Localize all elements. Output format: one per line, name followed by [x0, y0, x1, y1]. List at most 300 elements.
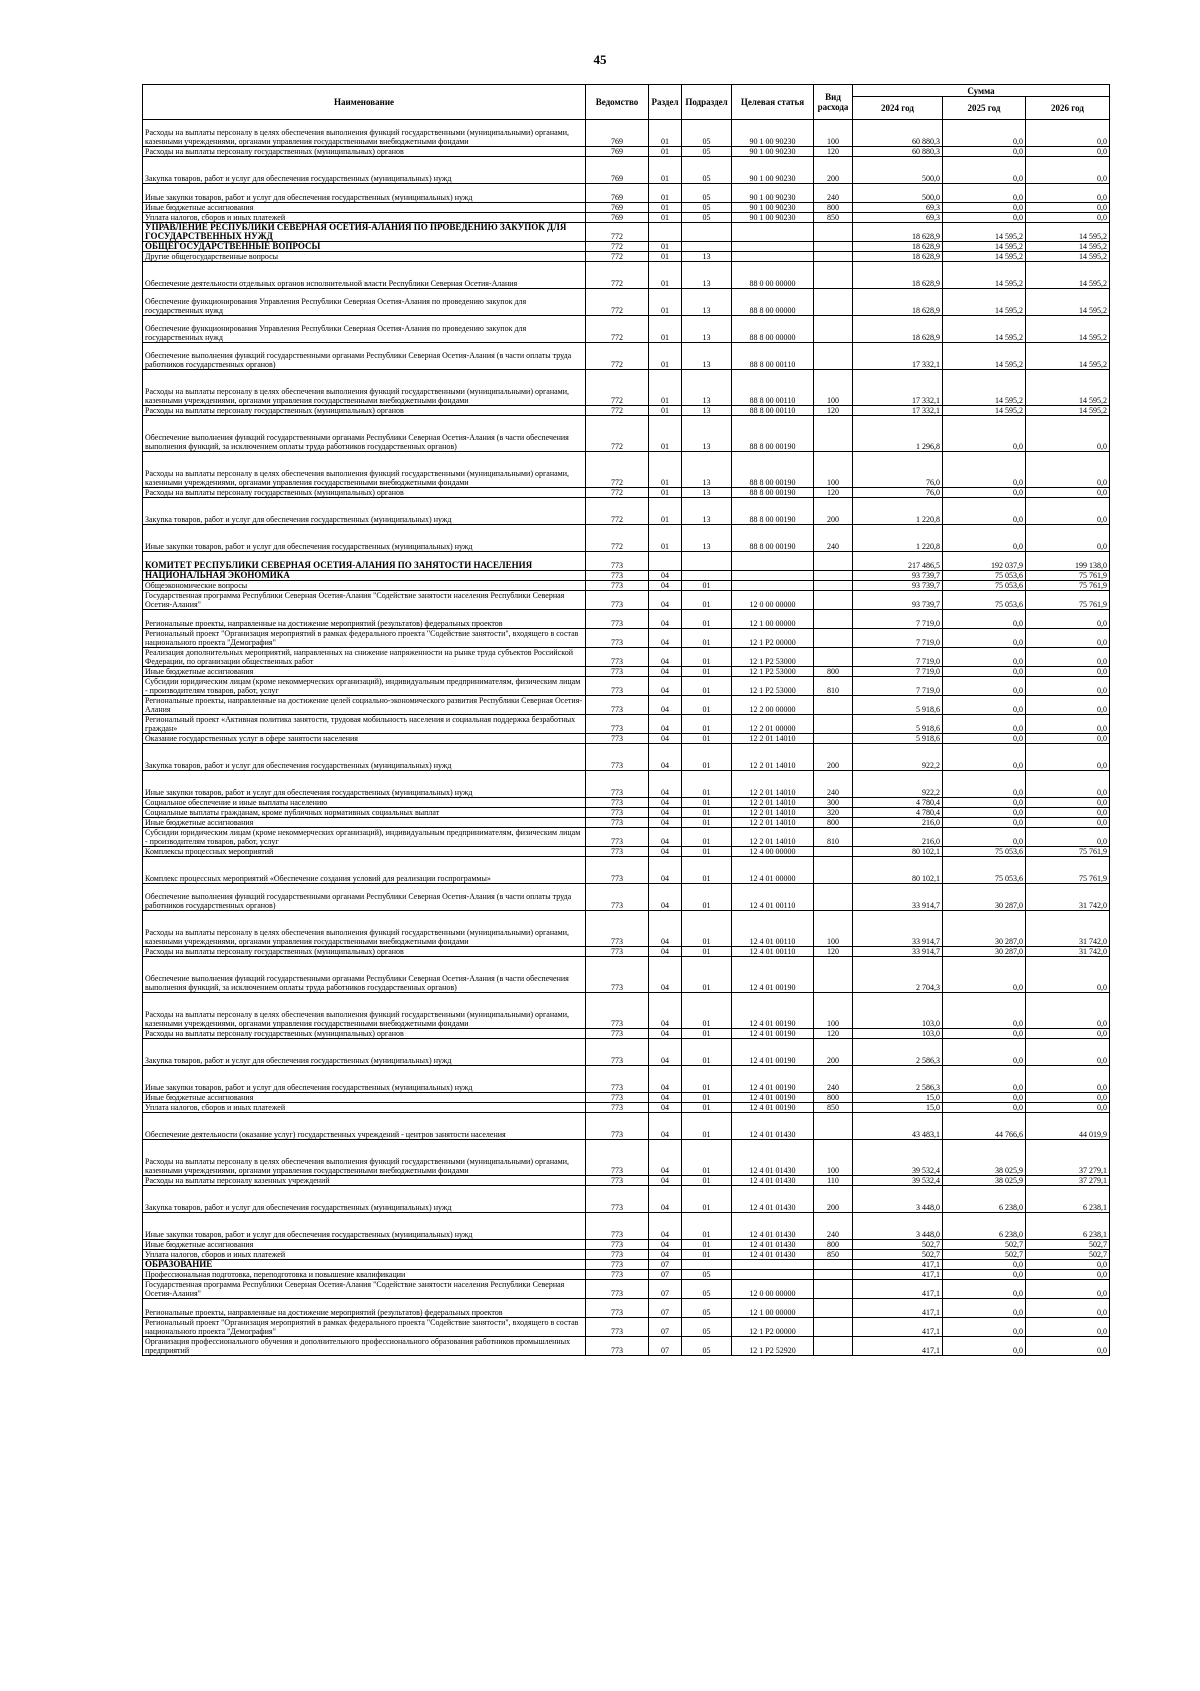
- row-2024: 103,0: [853, 1029, 943, 1039]
- row-vedomstvo: 773: [586, 1260, 649, 1270]
- row-vedomstvo: 772: [586, 262, 649, 289]
- table-row: [143, 343, 1110, 370]
- row-vedomstvo: 773: [586, 818, 649, 828]
- row-name: Обеспечение функционирования Управления Республики Северная Осетия-Алания по проведению закупок для государственных нужд: [143, 316, 586, 343]
- row-celevaya: 12 4 01 00190: [732, 1039, 814, 1066]
- row-vedomstvo: 773: [586, 1093, 649, 1103]
- row-name: Региональные проекты, направленные на достижение мероприятий (результатов) федеральных проектов: [143, 610, 586, 629]
- row-razdel: 01: [649, 498, 682, 525]
- row-razdel: 01: [649, 488, 682, 498]
- row-celevaya: [732, 242, 814, 252]
- row-2024: 2 586,3: [853, 1039, 943, 1066]
- table-row: [143, 223, 1110, 242]
- row-2025: 75 053,6: [943, 591, 1026, 610]
- row-razdel: 04: [649, 1250, 682, 1260]
- row-vid: [814, 552, 853, 571]
- row-2024: 217 486,5: [853, 552, 943, 571]
- row-2025: 0,0: [943, 1337, 1026, 1356]
- row-vid: [814, 262, 853, 289]
- table-row: [143, 525, 1110, 552]
- row-2025: 0,0: [943, 1280, 1026, 1299]
- row-razdel: 04: [649, 1113, 682, 1140]
- row-2026: 502,7: [1026, 1240, 1110, 1250]
- row-vid: [814, 581, 853, 591]
- row-name: Расходы на выплаты персоналу государственных (муниципальных) органов: [143, 406, 586, 416]
- row-name: Расходы на выплаты персоналу государственных (муниципальных) органов: [143, 488, 586, 498]
- table-row: [143, 289, 1110, 316]
- row-2025: 0,0: [943, 648, 1026, 667]
- table-row: [143, 993, 1110, 1029]
- table-row: [143, 1213, 1110, 1240]
- row-vedomstvo: 772: [586, 316, 649, 343]
- row-podrazdel: 01: [682, 847, 732, 857]
- row-2025: 38 025,9: [943, 1176, 1026, 1186]
- row-celevaya: 12 2 01 14010: [732, 798, 814, 808]
- row-vedomstvo: 773: [586, 993, 649, 1029]
- row-vedomstvo: 773: [586, 677, 649, 696]
- row-2025: 0,0: [943, 1318, 1026, 1337]
- table-row: [143, 252, 1110, 262]
- row-vedomstvo: 773: [586, 771, 649, 798]
- row-2025: 0,0: [943, 416, 1026, 452]
- row-name: Обеспечение выполнения функций государственными органами Республики Северная Осетия-Алания (в части обеспечения выполнения функций, за исключением оплаты труда работников государственных органов): [143, 957, 586, 993]
- row-vedomstvo: 773: [586, 1270, 649, 1280]
- row-vid: 120: [814, 1029, 853, 1039]
- row-2026: 0,0: [1026, 416, 1110, 452]
- row-2025: 14 595,2: [943, 242, 1026, 252]
- row-name: Иные закупки товаров, работ и услуг для обеспечения государственных (муниципальных) нужд: [143, 1066, 586, 1093]
- row-name: Расходы на выплаты персоналу в целях обеспечения выполнения функций государственными (муниципальными) органами, казенными учреждениями, органами управления государственными внебюджетными фондами: [143, 370, 586, 406]
- row-2025: 75 053,6: [943, 857, 1026, 884]
- row-2026: 0,0: [1026, 818, 1110, 828]
- row-vedomstvo: 772: [586, 525, 649, 552]
- row-2025: 0,0: [943, 828, 1026, 847]
- row-2024: 216,0: [853, 828, 943, 847]
- row-vid: 240: [814, 184, 853, 203]
- table-row: [143, 416, 1110, 452]
- row-celevaya: 88 8 00 00000: [732, 316, 814, 343]
- row-vid: [814, 715, 853, 734]
- row-celevaya: 88 8 00 00110: [732, 370, 814, 406]
- table-row: [143, 370, 1110, 406]
- row-celevaya: 12 4 01 00190: [732, 957, 814, 993]
- row-vedomstvo: 773: [586, 715, 649, 734]
- row-vid: 240: [814, 525, 853, 552]
- table-row: [143, 1240, 1110, 1250]
- row-celevaya: 12 1 P2 52920: [732, 1337, 814, 1356]
- row-podrazdel: 05: [682, 213, 732, 223]
- row-celevaya: 12 4 01 01430: [732, 1176, 814, 1186]
- row-2024: 15,0: [853, 1103, 943, 1113]
- row-vid: 240: [814, 1066, 853, 1093]
- row-2026: 31 742,0: [1026, 884, 1110, 911]
- row-vid: [814, 571, 853, 581]
- row-vid: 200: [814, 157, 853, 184]
- row-razdel: 01: [649, 370, 682, 406]
- row-razdel: 07: [649, 1280, 682, 1299]
- row-vedomstvo: 773: [586, 571, 649, 581]
- row-2024: 18 628,9: [853, 242, 943, 252]
- row-razdel: 01: [649, 262, 682, 289]
- row-2026: 0,0: [1026, 452, 1110, 488]
- table-body: [143, 120, 1110, 1356]
- row-vid: 240: [814, 771, 853, 798]
- row-name: Обеспечение деятельности отдельных органов исполнительной власти Республики Северная Осетия-Алания: [143, 262, 586, 289]
- header-celevaya: Целевая статья: [732, 85, 814, 120]
- row-podrazdel: 01: [682, 957, 732, 993]
- row-celevaya: 90 1 00 90230: [732, 120, 814, 147]
- row-2024: 103,0: [853, 993, 943, 1029]
- table-row: [143, 771, 1110, 798]
- row-2024: 922,2: [853, 744, 943, 771]
- row-name: Расходы на выплаты персоналу в целях обеспечения выполнения функций государственными (муниципальными) органами, казенными учреждениями, органами управления государственными внебюджетными фондами: [143, 120, 586, 147]
- row-name: Государственная программа Республики Северная Осетия-Алания "Содействие занятости населения Республики Северная Осетия-Алания": [143, 591, 586, 610]
- row-vedomstvo: 773: [586, 1140, 649, 1176]
- row-celevaya: 12 4 01 01430: [732, 1113, 814, 1140]
- row-2025: 0,0: [943, 1093, 1026, 1103]
- row-podrazdel: 05: [682, 184, 732, 203]
- row-vid: [814, 857, 853, 884]
- table-row: [143, 911, 1110, 947]
- header-name: Наименование: [143, 85, 586, 120]
- row-celevaya: 12 4 01 00110: [732, 884, 814, 911]
- row-2024: 60 880,3: [853, 120, 943, 147]
- row-razdel: 04: [649, 734, 682, 744]
- row-2026: 0,0: [1026, 798, 1110, 808]
- row-vedomstvo: 769: [586, 120, 649, 147]
- row-name: Обеспечение деятельности (оказание услуг) государственных учреждений - центров занятости населения: [143, 1113, 586, 1140]
- row-vid: 800: [814, 667, 853, 677]
- row-podrazdel: [682, 571, 732, 581]
- row-vid: 120: [814, 488, 853, 498]
- row-2024: 39 532,4: [853, 1176, 943, 1186]
- row-name: Региональный проект «Активная политика занятости, трудовая мобильность населения и социальная поддержка безработных граждан»: [143, 715, 586, 734]
- row-razdel: 04: [649, 1066, 682, 1093]
- row-2026: 14 595,2: [1026, 223, 1110, 242]
- row-2026: 75 761,9: [1026, 581, 1110, 591]
- row-vid: 240: [814, 1213, 853, 1240]
- row-podrazdel: 01: [682, 629, 732, 648]
- row-podrazdel: 13: [682, 452, 732, 488]
- row-celevaya: 12 4 01 01430: [732, 1140, 814, 1176]
- row-razdel: 04: [649, 677, 682, 696]
- table-row: [143, 1270, 1110, 1280]
- row-vid: [814, 343, 853, 370]
- row-razdel: 04: [649, 771, 682, 798]
- row-vedomstvo: 772: [586, 370, 649, 406]
- row-celevaya: 90 1 00 90230: [732, 147, 814, 157]
- table-row: [143, 452, 1110, 488]
- table-row: [143, 1299, 1110, 1318]
- table-row: [143, 667, 1110, 677]
- row-vedomstvo: 773: [586, 857, 649, 884]
- table-row: [143, 884, 1110, 911]
- row-podrazdel: 01: [682, 1093, 732, 1103]
- row-2026: 14 595,2: [1026, 262, 1110, 289]
- table-row: [143, 571, 1110, 581]
- row-razdel: 04: [649, 696, 682, 715]
- row-2026: 0,0: [1026, 734, 1110, 744]
- row-podrazdel: 13: [682, 370, 732, 406]
- row-vid: [814, 696, 853, 715]
- row-vid: 110: [814, 1176, 853, 1186]
- row-razdel: 04: [649, 1093, 682, 1103]
- row-2024: 2 704,3: [853, 957, 943, 993]
- row-razdel: 01: [649, 343, 682, 370]
- row-2026: 37 279,1: [1026, 1140, 1110, 1176]
- row-2025: 0,0: [943, 677, 1026, 696]
- row-vid: [814, 734, 853, 744]
- row-2024: 1 296,8: [853, 416, 943, 452]
- row-celevaya: [732, 1260, 814, 1270]
- row-razdel: 04: [649, 715, 682, 734]
- row-vid: 850: [814, 213, 853, 223]
- row-2024: 1 220,8: [853, 498, 943, 525]
- row-2024: 417,1: [853, 1299, 943, 1318]
- row-razdel: 04: [649, 1103, 682, 1113]
- row-vedomstvo: 772: [586, 498, 649, 525]
- table-row: [143, 610, 1110, 629]
- row-razdel: 04: [649, 667, 682, 677]
- row-vid: 120: [814, 147, 853, 157]
- row-2026: 0,0: [1026, 1280, 1110, 1299]
- row-podrazdel: 01: [682, 744, 732, 771]
- row-vedomstvo: 773: [586, 884, 649, 911]
- row-2024: 5 918,6: [853, 734, 943, 744]
- row-vedomstvo: 773: [586, 1299, 649, 1318]
- row-2025: 0,0: [943, 203, 1026, 213]
- row-2024: 69,3: [853, 203, 943, 213]
- row-2024: 4 780,4: [853, 808, 943, 818]
- row-celevaya: 12 1 00 00000: [732, 610, 814, 629]
- row-celevaya: 12 0 00 00000: [732, 591, 814, 610]
- row-2024: 417,1: [853, 1260, 943, 1270]
- row-name: Организация профессионального обучения и дополнительного профессионального образования работников промышленных предприятий: [143, 1337, 586, 1356]
- row-2024: 500,0: [853, 184, 943, 203]
- table-row: [143, 818, 1110, 828]
- row-2025: 14 595,2: [943, 343, 1026, 370]
- row-podrazdel: 05: [682, 120, 732, 147]
- row-2024: 17 332,1: [853, 406, 943, 416]
- row-razdel: 04: [649, 993, 682, 1029]
- row-name: Реализация дополнительных мероприятий, направленных на снижение напряженности на рынке труда субъектов Российской Федерации, по организации общественных работ: [143, 648, 586, 667]
- row-celevaya: 12 1 P2 53000: [732, 648, 814, 667]
- row-2026: 0,0: [1026, 147, 1110, 157]
- row-vid: 200: [814, 1039, 853, 1066]
- row-2025: 14 595,2: [943, 316, 1026, 343]
- row-name: Региональный проект "Организация мероприятий в рамках федерального проекта "Содействие занятости", входящего в состав национального проекта "Демография": [143, 1318, 586, 1337]
- row-vid: [814, 957, 853, 993]
- row-vid: 100: [814, 911, 853, 947]
- row-celevaya: [732, 571, 814, 581]
- row-2024: 7 719,0: [853, 648, 943, 667]
- row-razdel: 07: [649, 1270, 682, 1280]
- row-celevaya: [732, 223, 814, 242]
- row-celevaya: 12 2 01 14010: [732, 808, 814, 818]
- row-vedomstvo: 773: [586, 1176, 649, 1186]
- row-podrazdel: 01: [682, 1029, 732, 1039]
- row-podrazdel: 13: [682, 498, 732, 525]
- row-2026: 0,0: [1026, 120, 1110, 147]
- row-vedomstvo: 773: [586, 1066, 649, 1093]
- row-podrazdel: 05: [682, 203, 732, 213]
- row-razdel: 01: [649, 416, 682, 452]
- row-2025: 0,0: [943, 120, 1026, 147]
- row-2024: 216,0: [853, 818, 943, 828]
- row-2024: 1 220,8: [853, 525, 943, 552]
- table-row: [143, 1318, 1110, 1337]
- row-vedomstvo: 773: [586, 1029, 649, 1039]
- row-vedomstvo: 772: [586, 343, 649, 370]
- row-2024: 7 719,0: [853, 610, 943, 629]
- header-vedomstvo: Ведомство: [586, 85, 649, 120]
- row-2024: 4 780,4: [853, 798, 943, 808]
- row-podrazdel: 05: [682, 1280, 732, 1299]
- row-razdel: 01: [649, 203, 682, 213]
- row-2026: 0,0: [1026, 677, 1110, 696]
- table-row: [143, 947, 1110, 957]
- row-name: Социальное обеспечение и иные выплаты населению: [143, 798, 586, 808]
- row-podrazdel: [682, 242, 732, 252]
- row-2024: 417,1: [853, 1270, 943, 1280]
- row-podrazdel: 13: [682, 289, 732, 316]
- row-celevaya: 12 4 01 00190: [732, 1066, 814, 1093]
- row-vid: [814, 416, 853, 452]
- table-row: [143, 1140, 1110, 1176]
- row-name: Обеспечение выполнения функций государственными органами Республики Северная Осетия-Алания (в части оплаты труда работников государственных органов): [143, 343, 586, 370]
- row-2026: 199 138,0: [1026, 552, 1110, 571]
- table-row: [143, 629, 1110, 648]
- row-vedomstvo: 773: [586, 629, 649, 648]
- table-row: [143, 591, 1110, 610]
- row-vid: 100: [814, 993, 853, 1029]
- row-name: Уплата налогов, сборов и иных платежей: [143, 1250, 586, 1260]
- row-2025: 75 053,6: [943, 571, 1026, 581]
- row-vid: 320: [814, 808, 853, 818]
- row-vid: [814, 252, 853, 262]
- row-celevaya: 12 2 01 14010: [732, 771, 814, 798]
- row-vedomstvo: 773: [586, 1103, 649, 1113]
- row-name: Субсидии юридическим лицам (кроме некоммерческих организаций), индивидуальным предпринимателям, физическим лицам - производителям товаров, работ, услуг: [143, 677, 586, 696]
- table-row: [143, 203, 1110, 213]
- row-2024: 18 628,9: [853, 289, 943, 316]
- row-podrazdel: 01: [682, 947, 732, 957]
- row-2026: 14 595,2: [1026, 370, 1110, 406]
- row-podrazdel: 01: [682, 911, 732, 947]
- row-celevaya: 12 4 01 01430: [732, 1240, 814, 1250]
- row-name: Профессиональная подготовка, переподготовка и повышение квалификации: [143, 1270, 586, 1280]
- row-2026: 0,0: [1026, 648, 1110, 667]
- row-2025: 75 053,6: [943, 581, 1026, 591]
- row-razdel: 04: [649, 629, 682, 648]
- row-2024: 17 332,1: [853, 343, 943, 370]
- row-name: ОБРАЗОВАНИЕ: [143, 1260, 586, 1270]
- row-podrazdel: 13: [682, 525, 732, 552]
- row-vid: [814, 629, 853, 648]
- table-row: [143, 498, 1110, 525]
- row-2024: 33 914,7: [853, 884, 943, 911]
- row-2026: 44 019,9: [1026, 1113, 1110, 1140]
- table-row: [143, 552, 1110, 571]
- row-name: Комплексы процессных мероприятий: [143, 847, 586, 857]
- row-2026: 0,0: [1026, 1337, 1110, 1356]
- row-podrazdel: 01: [682, 1066, 732, 1093]
- budget-table: [142, 84, 1110, 1356]
- row-podrazdel: 13: [682, 406, 732, 416]
- row-2026: 0,0: [1026, 1260, 1110, 1270]
- row-podrazdel: 13: [682, 262, 732, 289]
- row-2024: 3 448,0: [853, 1186, 943, 1213]
- row-vedomstvo: 773: [586, 744, 649, 771]
- row-vedomstvo: 773: [586, 847, 649, 857]
- row-2026: 0,0: [1026, 629, 1110, 648]
- row-name: Иные закупки товаров, работ и услуг для обеспечения государственных (муниципальных) нужд: [143, 525, 586, 552]
- table-row: [143, 157, 1110, 184]
- row-razdel: 01: [649, 406, 682, 416]
- row-vedomstvo: 773: [586, 734, 649, 744]
- row-razdel: 01: [649, 289, 682, 316]
- row-razdel: [649, 223, 682, 242]
- row-2025: 30 287,0: [943, 884, 1026, 911]
- row-2025: 14 595,2: [943, 289, 1026, 316]
- row-razdel: 07: [649, 1299, 682, 1318]
- row-celevaya: 12 1 P2 53000: [732, 667, 814, 677]
- row-vedomstvo: 773: [586, 1039, 649, 1066]
- row-vedomstvo: 773: [586, 667, 649, 677]
- row-2024: 76,0: [853, 488, 943, 498]
- row-2025: 0,0: [943, 818, 1026, 828]
- row-2026: 0,0: [1026, 498, 1110, 525]
- table-row: [143, 1250, 1110, 1260]
- row-2024: 39 532,4: [853, 1140, 943, 1176]
- row-2026: 0,0: [1026, 993, 1110, 1029]
- row-2025: 14 595,2: [943, 262, 1026, 289]
- row-name: Уплата налогов, сборов и иных платежей: [143, 1103, 586, 1113]
- row-2026: 14 595,2: [1026, 406, 1110, 416]
- row-celevaya: 12 4 01 00000: [732, 857, 814, 884]
- row-2026: 75 761,9: [1026, 857, 1110, 884]
- row-2025: 192 037,9: [943, 552, 1026, 571]
- row-2026: 0,0: [1026, 808, 1110, 818]
- row-podrazdel: 01: [682, 734, 732, 744]
- row-2026: 0,0: [1026, 1029, 1110, 1039]
- row-podrazdel: 13: [682, 488, 732, 498]
- row-podrazdel: 01: [682, 1103, 732, 1113]
- row-vid: [814, 1337, 853, 1356]
- row-name: Иные бюджетные ассигнования: [143, 203, 586, 213]
- row-name: Расходы на выплаты персоналу в целях обеспечения выполнения функций государственными (муниципальными) органами, казенными учреждениями, органами управления государственными внебюджетными фондами: [143, 1140, 586, 1176]
- row-celevaya: [732, 1270, 814, 1280]
- row-vid: [814, 591, 853, 610]
- row-vedomstvo: 773: [586, 1186, 649, 1213]
- row-2025: 0,0: [943, 808, 1026, 818]
- row-celevaya: 12 0 00 00000: [732, 1280, 814, 1299]
- row-vedomstvo: 773: [586, 1213, 649, 1240]
- row-name: ОБЩЕГОСУДАРСТВЕННЫЕ ВОПРОСЫ: [143, 242, 586, 252]
- row-podrazdel: 01: [682, 1186, 732, 1213]
- row-razdel: 04: [649, 648, 682, 667]
- row-name: Иные бюджетные ассигнования: [143, 667, 586, 677]
- table-row: [143, 1103, 1110, 1113]
- row-razdel: 04: [649, 571, 682, 581]
- row-2025: 502,7: [943, 1240, 1026, 1250]
- row-podrazdel: 01: [682, 808, 732, 818]
- row-razdel: 04: [649, 581, 682, 591]
- row-2026: 0,0: [1026, 667, 1110, 677]
- row-2024: 7 719,0: [853, 629, 943, 648]
- row-2026: 0,0: [1026, 744, 1110, 771]
- row-razdel: 01: [649, 213, 682, 223]
